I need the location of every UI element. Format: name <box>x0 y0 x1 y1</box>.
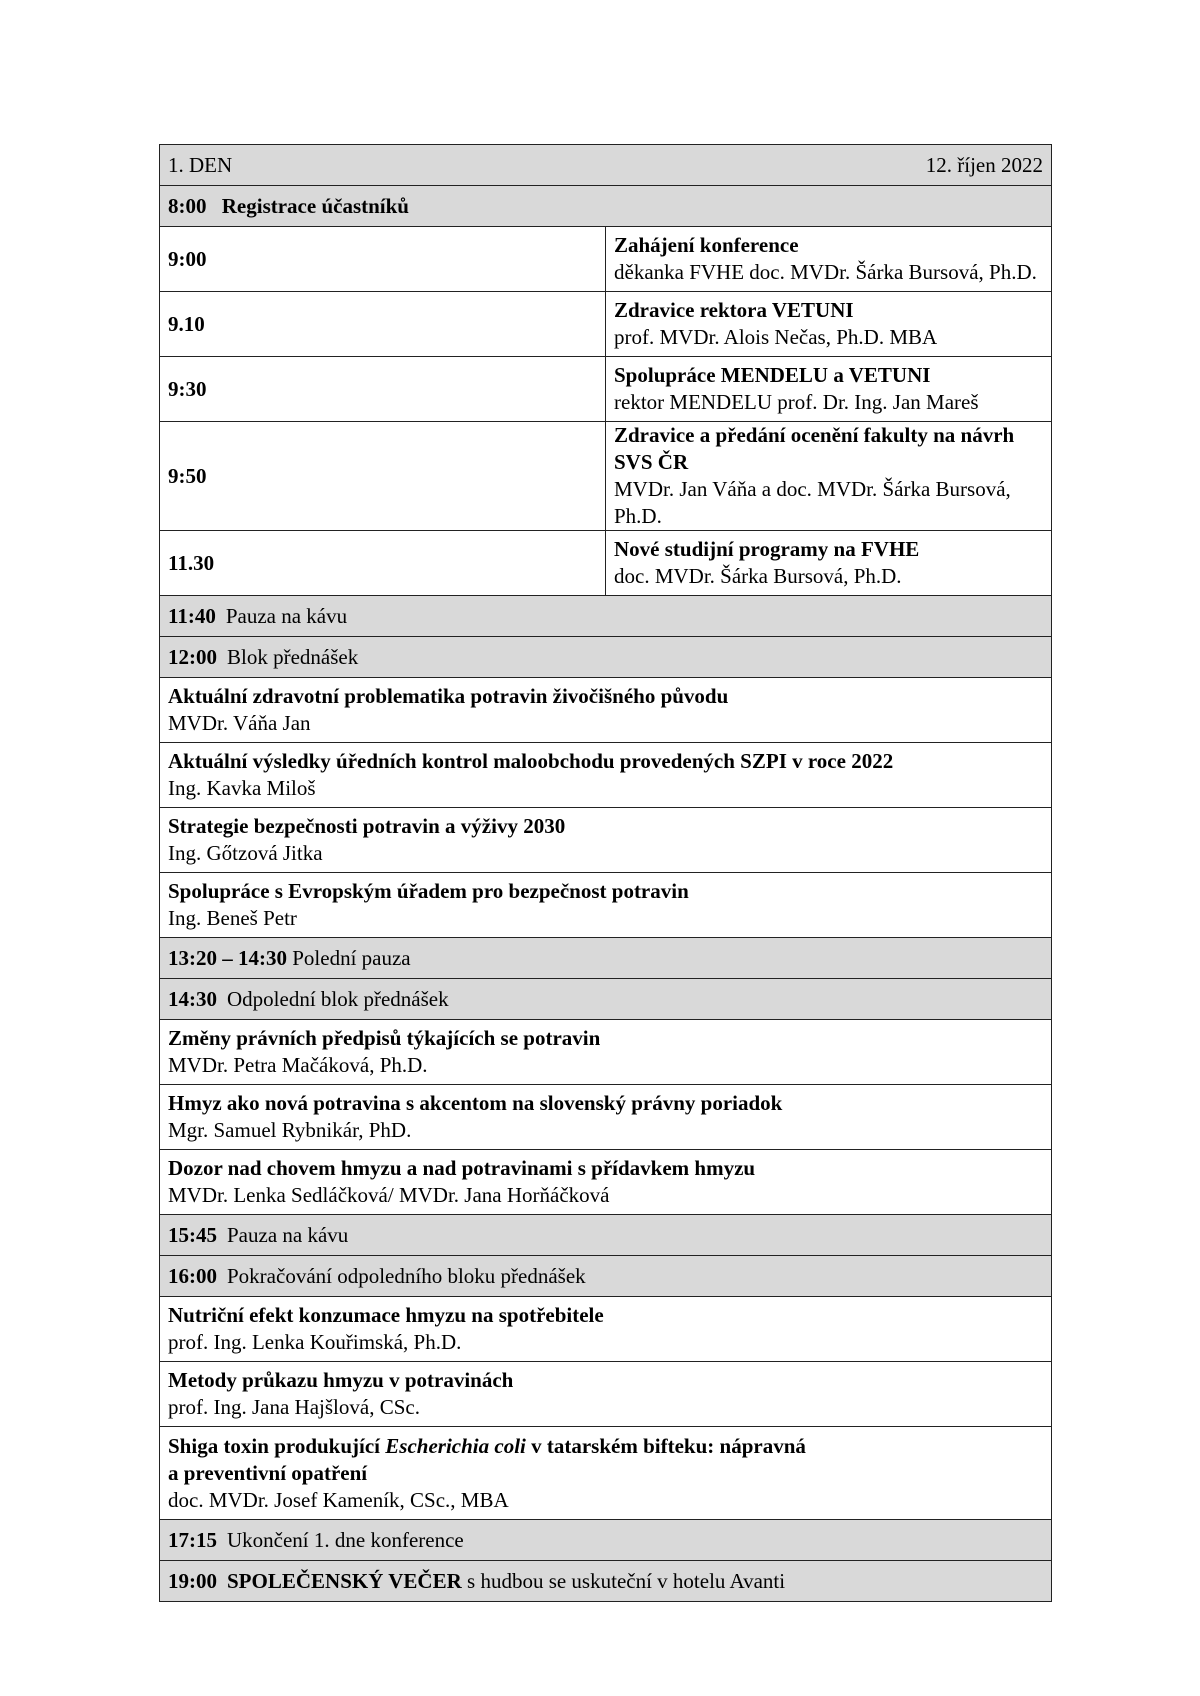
session-time: 12:00 <box>168 644 217 669</box>
talk-speaker: Mgr. Samuel Rybnikár, PhD. <box>168 1118 412 1142</box>
block-row <box>160 637 1052 678</box>
talk-speaker: Ing. Beneš Petr <box>168 906 297 930</box>
date-label: 12. říjen 2022 <box>925 152 1043 177</box>
item-title: Spolupráce MENDELU a VETUNI <box>614 363 931 387</box>
talk-title: Aktuální zdravotní problematika potravin živočišného původu <box>168 684 729 708</box>
item-speaker: prof. MVDr. Alois Nečas, Ph.D. MBA <box>614 325 938 349</box>
talk-row <box>160 1150 1052 1215</box>
talk-title: Hmyz ako nová potravina s akcentom na slovenský právny poriadok <box>168 1091 783 1115</box>
session-time: 8:00 <box>168 193 207 218</box>
talk-title: Strategie bezpečnosti potravin a výživy 2030 <box>168 814 566 838</box>
talk-row <box>160 873 1052 938</box>
program-table <box>159 144 1052 1602</box>
opening-row <box>160 531 1052 596</box>
session-time: 13:20 – 14:30 <box>168 945 287 970</box>
session-label: Pauza na kávu <box>225 603 348 628</box>
session-label: Ukončení 1. dne konference <box>227 1527 464 1552</box>
item-speaker: rektor MENDELU prof. Dr. Ing. Jan Mareš <box>614 390 979 414</box>
item-speaker: doc. MVDr. Šárka Bursová, Ph.D. <box>614 564 902 588</box>
item-time: 9:00 <box>160 227 606 292</box>
talk-row <box>160 1020 1052 1085</box>
session-label: Odpolední blok přednášek <box>227 986 449 1011</box>
evening-row <box>160 1561 1052 1602</box>
talk-row <box>160 1427 1052 1520</box>
session-time: 11:40 <box>168 603 216 628</box>
session-label: Pokračování odpoledního bloku přednášek <box>227 1263 586 1288</box>
talk-title: Změny právních předpisů týkajících se potravin <box>168 1026 601 1050</box>
item-time: 9:30 <box>160 357 606 422</box>
talk-title-line2: a preventivní opatření <box>168 1460 368 1485</box>
opening-row <box>160 422 1052 531</box>
session-label: Polední pauza <box>292 945 411 970</box>
end-row <box>160 1520 1052 1561</box>
talk-speaker: Ing. Gőtzová Jitka <box>168 841 323 865</box>
talk-speaker: prof. Ing. Lenka Kouřimská, Ph.D. <box>168 1330 462 1354</box>
opening-row <box>160 292 1052 357</box>
talk-speaker: MVDr. Petra Mačáková, Ph.D. <box>168 1053 428 1077</box>
talk-title: Nutriční efekt konzumace hmyzu na spotřebitele <box>168 1303 604 1327</box>
session-time: 15:45 <box>168 1222 217 1247</box>
registration-row <box>160 186 1052 227</box>
talk-title: Spolupráce s Evropským úřadem pro bezpečnost potravin <box>168 879 689 903</box>
talk-speaker: MVDr. Váňa Jan <box>168 711 311 735</box>
opening-row <box>160 357 1052 422</box>
evening-description: s hudbou se uskuteční v hotelu Avanti <box>461 1568 786 1593</box>
break-row <box>160 596 1052 637</box>
talk-speaker: prof. Ing. Jana Hajšlová, CSc. <box>168 1395 420 1419</box>
talk-title-part: Shiga toxin produkující <box>168 1433 386 1458</box>
talk-speaker: MVDr. Lenka Sedláčková/ MVDr. Jana Horňáčková <box>168 1183 610 1207</box>
talk-row <box>160 1297 1052 1362</box>
break-row <box>160 1215 1052 1256</box>
item-speaker: MVDr. Jan Váňa a doc. MVDr. Šárka Bursová, Ph.D. <box>614 477 1011 528</box>
day-header-row <box>160 145 1052 186</box>
talk-title: Dozor nad chovem hmyzu a nad potravinami s přídavkem hmyzu <box>168 1156 756 1180</box>
session-label: Blok přednášek <box>227 644 359 669</box>
opening-row <box>160 227 1052 292</box>
day-label: 1. DEN <box>168 152 233 177</box>
item-time: 11.30 <box>160 531 606 596</box>
talk-title-italic: Escherichia coli <box>385 1433 526 1458</box>
talk-title: Aktuální výsledky úředních kontrol maloobchodu provedených SZPI v roce 2022 <box>168 749 894 773</box>
talk-row <box>160 743 1052 808</box>
item-time: 9.10 <box>160 292 606 357</box>
block-row <box>160 1256 1052 1297</box>
session-time: 17:15 <box>168 1527 217 1552</box>
talk-row <box>160 808 1052 873</box>
item-title: Zdravice a předání ocenění fakulty na návrh SVS ČR <box>614 423 1015 474</box>
talk-speaker: doc. MVDr. Josef Kameník, CSc., MBA <box>168 1487 509 1512</box>
talk-title: Metody průkazu hmyzu v potravinách <box>168 1368 514 1392</box>
item-time: 9:50 <box>160 422 606 531</box>
session-time: 14:30 <box>168 986 217 1011</box>
session-label: Registrace účastníků <box>221 193 409 218</box>
talk-title-part: v tatarském bifteku: nápravná <box>525 1433 806 1458</box>
talk-speaker: Ing. Kavka Miloš <box>168 776 316 800</box>
talk-row <box>160 678 1052 743</box>
item-title: Nové studijní programy na FVHE <box>614 537 920 561</box>
item-title: Zdravice rektora VETUNI <box>614 298 854 322</box>
block-row <box>160 979 1052 1020</box>
talk-row <box>160 1085 1052 1150</box>
evening-title: SPOLEČENSKÝ VEČER <box>227 1568 462 1593</box>
lunch-row <box>160 938 1052 979</box>
item-speaker: děkanka FVHE doc. MVDr. Šárka Bursová, Ph.D. <box>614 260 1037 284</box>
session-time: 16:00 <box>168 1263 217 1288</box>
session-time: 19:00 <box>168 1568 217 1593</box>
talk-title <box>168 1433 1043 1460</box>
item-title: Zahájení konference <box>614 233 799 257</box>
talk-row <box>160 1362 1052 1427</box>
session-label: Pauza na kávu <box>227 1222 349 1247</box>
